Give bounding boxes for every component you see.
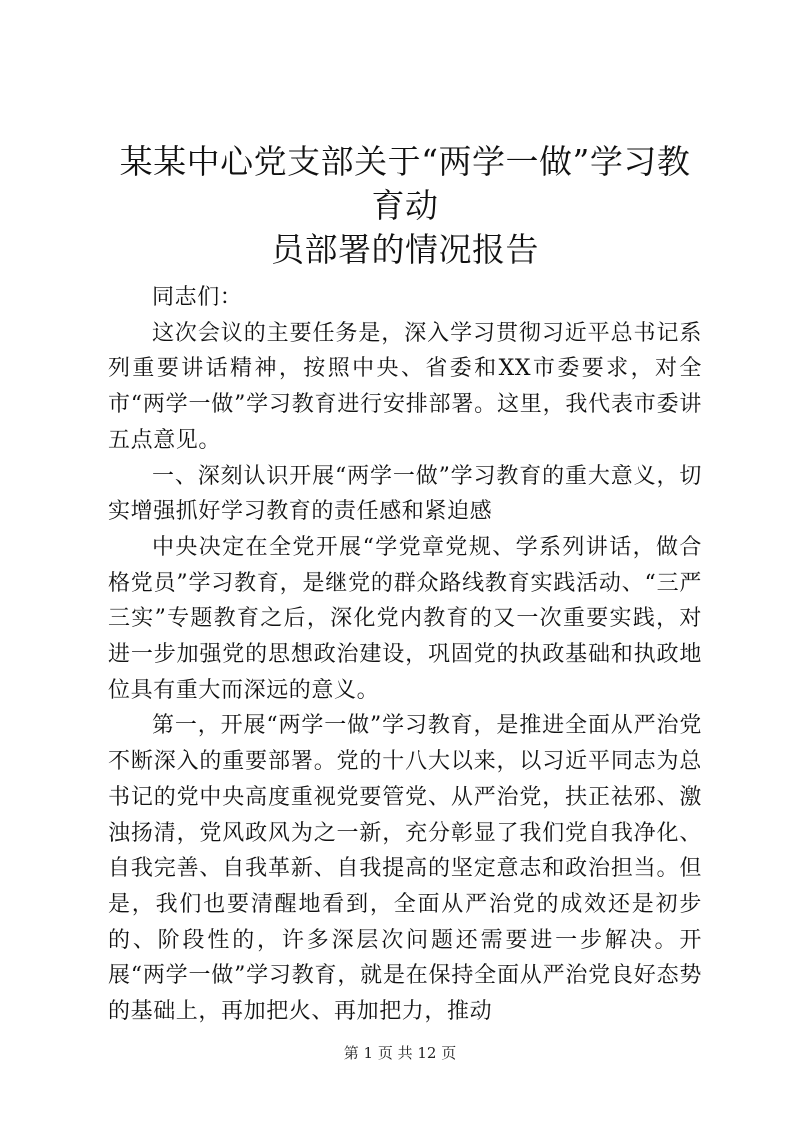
body-paragraph: 中央决定在全党开展“学党章党规、学系列讲话，做合格党员”学习教育，是继党的群众路线教育实践活动、“三严三实”专题教育之后，深化党内教育的又一次重要实践，对进一步加强党的思想政治建设，巩固党的执政基础和执政地位具有重大而深远的意义。 [108, 534, 702, 703]
title-line-1: 某某中心党支部关于“两学一做”学习教育动 [119, 142, 691, 225]
title-line-2: 员部署的情况报告 [271, 230, 539, 269]
section-heading-1: 一、深刻认识开展“两学一做”学习教育的重大意义，切实增强抓好学习教育的责任感和紧迫感 [108, 463, 702, 525]
salutation-paragraph: 同志们： [152, 285, 243, 310]
page-number-footer: 第 1 页 共 12 页 [343, 1044, 457, 1062]
document-title [108, 0, 702, 272]
document-body [108, 280, 702, 1030]
body-paragraph: 第一，开展“两学一做”学习教育，是推进全面从严治党不断深入的重要部署。党的十八大以来，以习近平同志为总书记的党中央高度重视党要管党、从严治党，扶正祛邪、激浊扬清，党风政风为之一新，充分彰显了我们党自我净化、自我完善、自我革新、自我提高的坚定意志和政治担当。但是，我们也要清醒地看到，全面从严治党的成效还是初步的、阶段性的，许多深层次问题还需要进一步解决。开展“两学一做”学习教育，就是在保持全面从严治党良好态势的基础上，再加把火、再加把力，推动 [108, 713, 702, 1025]
intro-paragraph: 这次会议的主要任务是，深入学习贯彻习近平总书记系列重要讲话精神，按照中央、省委和XX市委要求，对全市“两学一做”学习教育进行安排部署。这里，我代表市委讲五点意见。 [108, 320, 702, 453]
